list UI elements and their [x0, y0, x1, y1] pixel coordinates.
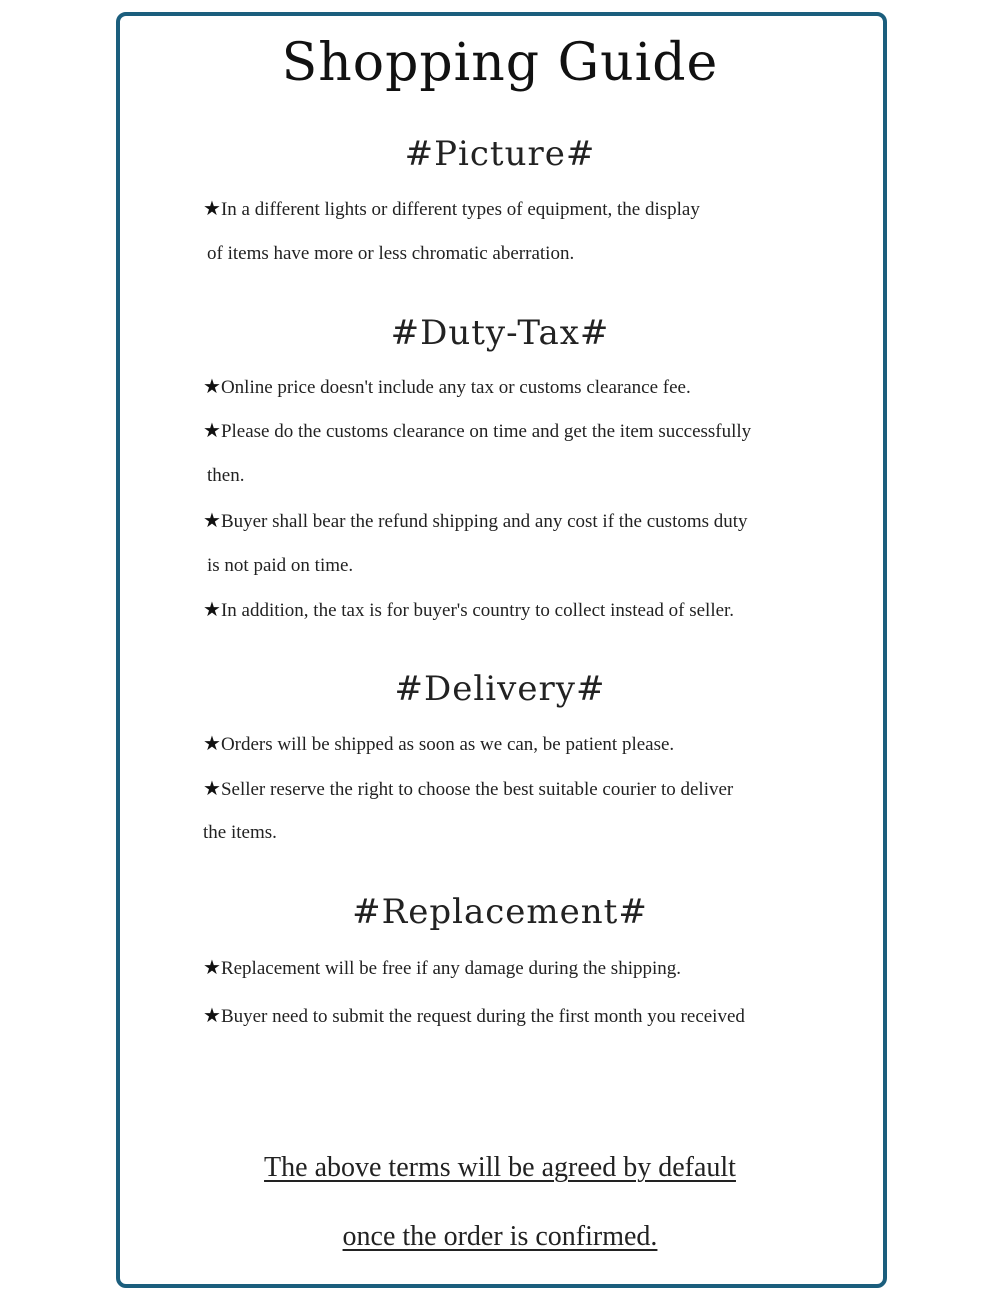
list-item-text: In a different lights or different types of equipment, the display: [220, 199, 700, 220]
list-item-text: then.: [207, 465, 245, 486]
page-title: Shopping Guide: [281, 33, 719, 93]
list-item: [203, 597, 734, 624]
star-icon: ★: [203, 957, 221, 979]
section-heading-delivery: #Delivery#: [394, 669, 606, 709]
list-item-text: Buyer need to submit the request during the first month you received: [220, 1006, 745, 1027]
star-icon: ★: [203, 510, 221, 532]
list-item: [203, 418, 751, 445]
list-item-text: Seller reserve the right to choose the best suitable courier to deliver: [220, 779, 734, 800]
list-item-text: is not paid on time.: [207, 555, 354, 576]
section-heading-replacement: #Replacement#: [352, 892, 648, 932]
star-icon: ★: [203, 420, 221, 442]
list-item-text: Replacement will be free if any damage during the shipping.: [220, 958, 682, 979]
list-item: [203, 1003, 745, 1030]
list-item: [203, 374, 691, 401]
list-item-text: Please do the customs clearance on time and get the item successfully: [220, 421, 752, 442]
star-icon: ★: [203, 733, 221, 755]
list-item: [203, 955, 681, 982]
star-icon: ★: [203, 376, 221, 398]
footer-terms-text: The above terms will be agreed by default: [264, 1152, 736, 1183]
star-icon: ★: [203, 198, 221, 220]
list-item-text: Orders will be shipped as soon as we can, be patient please.: [220, 734, 675, 755]
footer-terms-line-2: [0, 1219, 1000, 1255]
list-item-text: the items.: [203, 822, 277, 843]
list-item: [207, 241, 574, 267]
star-icon: ★: [203, 1005, 221, 1027]
list-item-text: Online price doesn't include any tax or customs clearance fee.: [220, 377, 691, 398]
list-item: [203, 820, 277, 846]
section-heading-picture: #Picture#: [404, 134, 596, 174]
section-heading-duty-tax: #Duty-Tax#: [390, 313, 610, 353]
list-item-text: In addition, the tax is for buyer's country to collect instead of seller.: [220, 600, 735, 621]
footer-terms-text: once the order is confirmed.: [342, 1221, 658, 1252]
list-item: [203, 731, 674, 758]
list-item-text: of items have more or less chromatic aberration.: [207, 243, 575, 264]
list-item: [207, 553, 353, 579]
list-item: [203, 508, 748, 535]
footer-terms-line-1: [0, 1150, 1000, 1186]
list-item-text: Buyer shall bear the refund shipping and any cost if the customs duty: [220, 511, 748, 532]
star-icon: ★: [203, 778, 221, 800]
list-item: [203, 196, 700, 223]
list-item: [207, 463, 244, 489]
star-icon: ★: [203, 599, 221, 621]
list-item: [203, 776, 733, 803]
